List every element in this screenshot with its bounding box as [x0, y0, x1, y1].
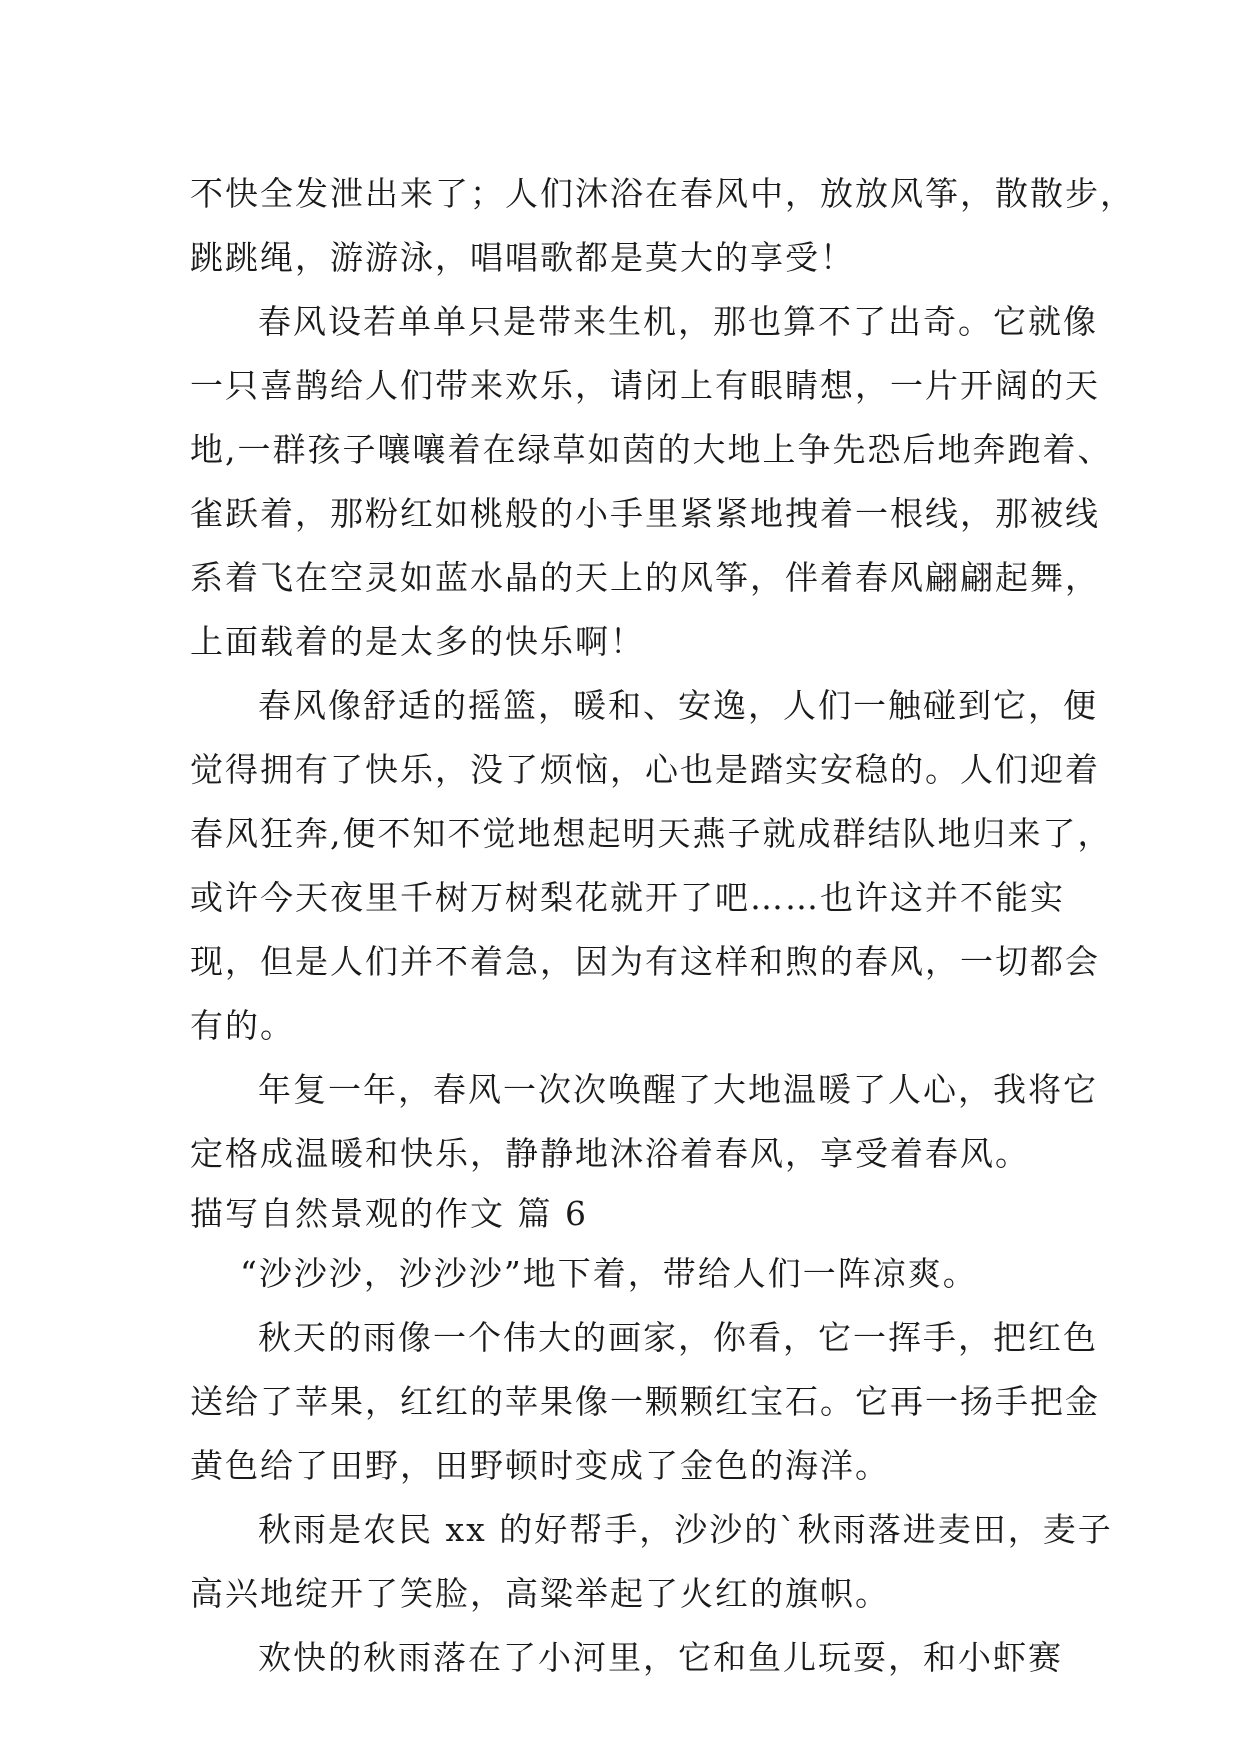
- text-line: 年复一年，春风一次次唤醒了大地温暖了人心，我将它: [258, 1070, 1098, 1109]
- text-line: 春风狂奔,便不知不觉地想起明天燕子就成群结队地归来了，: [190, 814, 1113, 853]
- text-line: 不快全发泄出来了；人们沐浴在春风中，放放风筝，散散步，: [190, 174, 1135, 213]
- text-line: 或许今天夜里千树万树梨花就开了吧……也许这并不能实: [190, 878, 1065, 917]
- text-line: 春风像舒适的摇篮，暖和、安逸，人们一触碰到它，便: [258, 686, 1098, 725]
- paragraph: [190, 1242, 1060, 1306]
- text-line: 秋天的雨像一个伟大的画家，你看，它一挥手，把红色: [258, 1318, 1098, 1357]
- paragraph: [190, 674, 1113, 1058]
- text-line: 黄色给了田野，田野顿时变成了金色的海洋。: [190, 1446, 890, 1485]
- text-line: 系着飞在空灵如蓝水晶的天上的风筝，伴着春风翩翩起舞，: [190, 558, 1100, 597]
- text-line: “沙沙沙，沙沙沙”地下着，带给人们一阵凉爽。: [240, 1254, 978, 1293]
- text-line: 一只喜鹊给人们带来欢乐，请闭上有眼睛想，一片开阔的天: [190, 366, 1100, 405]
- text-line: 秋雨是农民 xx 的好帮手，沙沙的`秋雨落进麦田，麦子: [258, 1510, 1113, 1549]
- text-line: 有的。: [190, 1006, 295, 1045]
- text-line: 跳跳绳，游游泳，唱唱歌都是莫大的享受！: [190, 238, 855, 277]
- text-line: 觉得拥有了快乐，没了烦恼，心也是踏实安稳的。人们迎着: [190, 750, 1100, 789]
- paragraph: [190, 162, 1135, 290]
- paragraph: [190, 1058, 1098, 1186]
- text-line: 现，但是人们并不着急，因为有这样和煦的春风，一切都会: [190, 942, 1100, 981]
- paragraph: [190, 290, 1113, 674]
- text-line: 送给了苹果，红红的苹果像一颗颗红宝石。它再一扬手把金: [190, 1382, 1100, 1421]
- text-line: 地,一群孩子嚷嚷着在绿草如茵的大地上争先恐后地奔跑着、: [190, 430, 1113, 469]
- document-body: [190, 162, 1135, 1690]
- text-line: 定格成温暖和快乐，静静地沐浴着春风，享受着春风。: [190, 1134, 1030, 1173]
- text-line: 欢快的秋雨落在了小河里，它和鱼儿玩耍，和小虾赛: [258, 1638, 1063, 1677]
- text-line: 春风设若单单只是带来生机，那也算不了出奇。它就像: [258, 302, 1098, 341]
- paragraph: [190, 1498, 1113, 1626]
- paragraph: [190, 1626, 1063, 1690]
- text-line: 雀跃着，那粉红如桃般的小手里紧紧地拽着一根线，那被线: [190, 494, 1100, 533]
- paragraph: [190, 1306, 1100, 1498]
- section-heading: 描写自然景观的作文 篇 6: [190, 1194, 588, 1233]
- text-line: 高兴地绽开了笑脸，高粱举起了火红的旗帜。: [190, 1574, 890, 1613]
- text-line: 上面载着的是太多的快乐啊！: [190, 622, 645, 661]
